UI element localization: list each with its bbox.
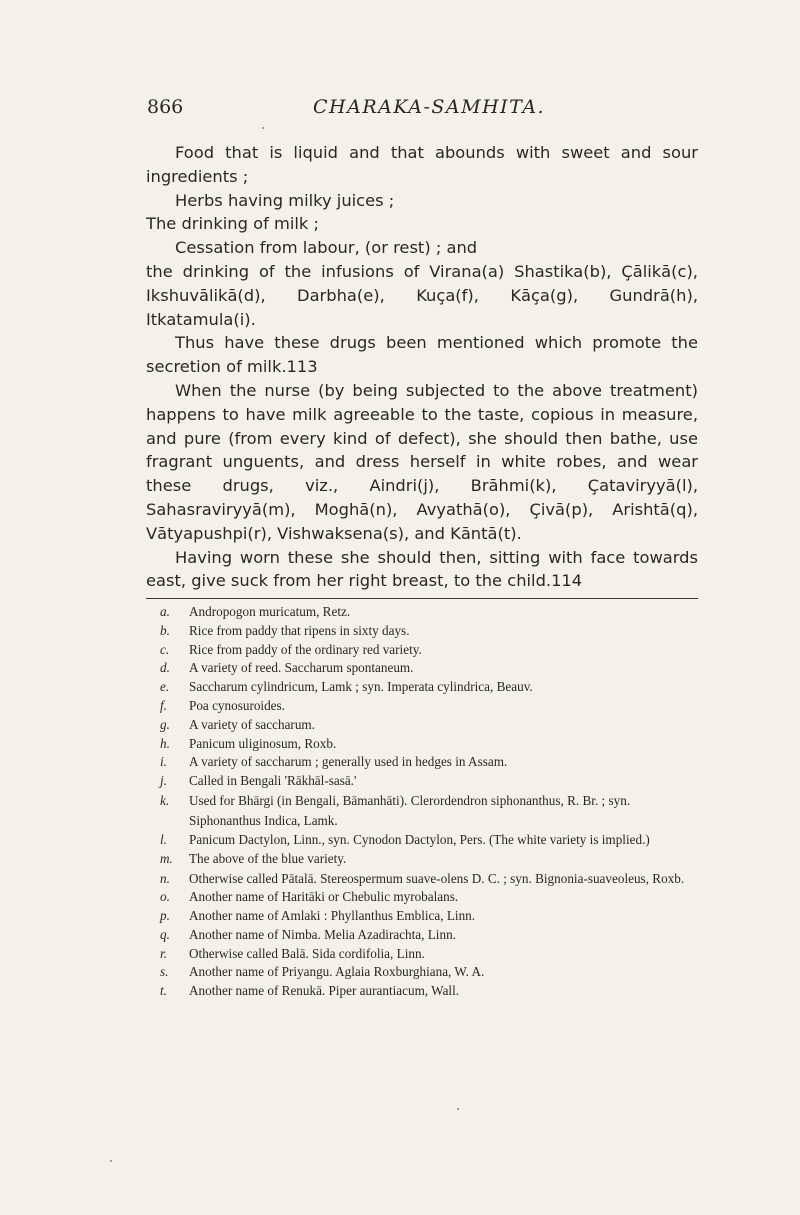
footnote-text: Another name of Priyangu. Aglaia Roxburghiana, W. A.: [189, 964, 485, 980]
footnote-text: A variety of saccharum ; generally used in hedges in Assam.: [189, 754, 508, 770]
footnote-text: Rice from paddy that ripens in sixty days.: [189, 622, 410, 638]
footnote-letter: h.: [160, 735, 170, 751]
footnote-letter: o.: [160, 889, 170, 905]
footnote: [160, 830, 700, 850]
footnote-letter: j.: [160, 773, 167, 789]
paragraph: the drinking of the infusions of Virana(a) Shastika(b), Çālikā(c), Ikshuvālikā(d), Darbha(e), Kuça(f), Kāça(g), Gundrā(h), Itkatamula(i).: [146, 261, 698, 329]
footnote-text: A variety of reed. Saccharum spontaneum.: [189, 660, 414, 676]
footnote-letter: i.: [160, 754, 167, 770]
footnote-text: The above of the blue variety.: [189, 850, 347, 866]
paragraph: Herbs having milky juices ;: [175, 190, 395, 210]
footnote: [160, 926, 700, 945]
footnote: [160, 982, 700, 1001]
page-header: [145, 96, 700, 126]
footnote: [160, 963, 700, 982]
footnote-letter: s.: [160, 964, 169, 980]
footnote: [160, 697, 700, 716]
running-title: CHARAKA-SAMHITA.: [313, 96, 546, 118]
footnote: [160, 716, 700, 735]
footnote-text: Another name of Renukā. Piper aurantiacum, Wall.: [189, 983, 460, 999]
footnote: [160, 772, 700, 791]
paper-speck: [457, 1108, 459, 1110]
footnote: [160, 791, 700, 830]
footnote: [160, 753, 700, 772]
footnote-letter: p.: [160, 907, 170, 923]
footnote-letter: k.: [160, 792, 170, 808]
footnote: [160, 945, 700, 964]
page-number: 866: [147, 96, 184, 118]
footnote-text: Panicum Dactylon, Linn., syn. Cynodon Dactylon, Pers. (The white variety is implied.): [189, 832, 650, 848]
footnote-text: Saccharum cylindricum, Lamk ; syn. Imperata cylindrica, Beauv.: [189, 679, 533, 695]
footnote-text: Used for Bhārgi (in Bengali, Bāmanhāti). Clerordendron siphonanthus, R. Br. ; syn. Siphonanthus Indica, Lamk.: [189, 792, 631, 828]
footnote: [160, 735, 700, 754]
paragraph: Thus have these drugs been mentioned which promote the secretion of milk.113: [146, 333, 698, 377]
footnote: [160, 869, 700, 889]
footnote-text: Another name of Haritāki or Chebulic myrobalans.: [189, 889, 459, 905]
footnote-text: Another name of Amlaki : Phyllanthus Emblica, Linn.: [189, 907, 476, 923]
main-text: [146, 141, 698, 593]
paragraph: Cessation from labour, (or rest) ; and: [175, 238, 478, 258]
footnote-letter: e.: [160, 679, 170, 695]
footnote-letter: f.: [160, 697, 167, 713]
footnote-text: Otherwise called Pātalā. Stereospermum suave-olens D. C. ; syn. Bignonia-suaveoleus, Roxb.: [189, 870, 685, 886]
footnote-text: Panicum uliginosum, Roxb.: [189, 735, 337, 751]
footnote: [160, 603, 700, 622]
paragraph: Having worn these she should then, sitting with face towards east, give suck from her right breast, to the child.114: [146, 547, 698, 591]
footnote-letter: t.: [160, 983, 167, 999]
paper-speck: [110, 1160, 112, 1162]
paragraph: When the nurse (by being subjected to the above treatment) happens to have milk agreeable to the taste, copious in measure, and pure (from every kind of defect), she should then bathe, use fragrant unguents, and dress herself in white robes, and wear these drugs, viz., Aindri(j), Brāhmi(k), Çataviryyā(l), Sahasraviryyā(m), Moghā(n), Avyathā(o), Çivā(p), Arishtā(q), Vātyapushpi(r), Vishwaksena(s), and Kāntā(t).: [146, 380, 698, 543]
paper-speck: [262, 127, 264, 129]
footnote-letter: b.: [160, 622, 170, 638]
footnote: [160, 622, 700, 641]
footnote-text: Andropogon muricatum, Retz.: [189, 604, 351, 619]
footnote-letter: n.: [160, 870, 170, 886]
footnote-letter: q.: [160, 926, 170, 942]
footnote: [160, 641, 700, 660]
footnotes: [160, 603, 700, 1001]
footnote-text: Rice from paddy of the ordinary red variety.: [189, 641, 422, 657]
footnote-text: Otherwise called Balā. Sida cordifolia, Linn.: [189, 945, 425, 961]
footnote-text: Poa cynosuroides.: [189, 697, 285, 713]
footnote-text: Called in Bengali 'Rākhāl-sasā.': [189, 773, 357, 789]
paragraph: Food that is liquid and that abounds with sweet and sour ingredients ;: [146, 143, 698, 186]
paragraph: The drinking of milk ;: [146, 214, 319, 234]
footnote-letter: r.: [160, 945, 167, 961]
footnote-text: A variety of saccharum.: [189, 716, 315, 732]
footnote-text: Another name of Nimba. Melia Azadirachta, Linn.: [189, 926, 456, 942]
footnote: [160, 907, 700, 926]
footnote-letter: g.: [160, 716, 170, 732]
footnote: [160, 850, 700, 869]
footnote-letter: d.: [160, 660, 170, 676]
footnote-letter: l.: [160, 832, 167, 848]
footnote: [160, 678, 700, 697]
footnote-letter: c.: [160, 641, 170, 657]
footnote: [160, 888, 700, 907]
footnote-letter: m.: [160, 850, 173, 866]
footnote: [160, 659, 700, 678]
footnote-letter: a.: [160, 604, 170, 619]
footnote-rule: [146, 598, 698, 599]
